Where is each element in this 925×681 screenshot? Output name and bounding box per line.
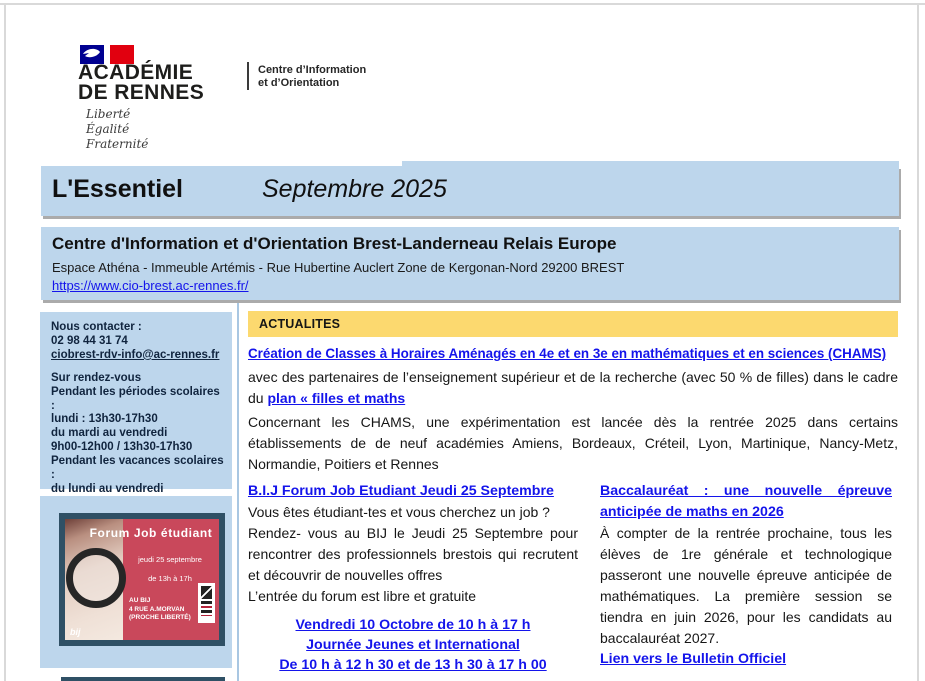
academy-name xyxy=(78,63,204,103)
contact-hours-line: du mardi au vendredi xyxy=(51,427,168,440)
chams-intro-text: avec des partenaires de l’enseignement supérieur et de la recherche (avec 50 % de filles) dans le cadre du xyxy=(248,369,898,406)
contact-hours-line: du lundi au vendredi xyxy=(51,482,164,495)
contact-hours-line: Pendant les vacances scolaires : xyxy=(51,455,224,482)
org-address: Espace Athéna - Immeuble Artémis - Rue Hubertine Auclert Zone de Kergonan-Nord 29200 BREST xyxy=(52,260,625,275)
poster-time: de 13h à 17h xyxy=(148,574,192,583)
poster-address xyxy=(129,597,199,623)
motto-egalite: Égalité xyxy=(86,122,130,136)
poster-date: jeudi 25 septembre xyxy=(138,555,202,564)
org-website-link[interactable]: https://www.cio-brest.ac-rennes.fr/ xyxy=(52,278,249,293)
contact-heading: Nous contacter : xyxy=(51,321,142,333)
service-name-line2: et d’Orientation xyxy=(258,77,340,89)
contact-hours-line: lundi : 13h30-17h30 xyxy=(51,413,158,426)
academy-name-line1: ACADÉMIE xyxy=(78,61,194,84)
poster-address-line1: AU BIJ xyxy=(129,597,151,604)
event-links xyxy=(248,615,578,675)
article-bij xyxy=(248,481,578,675)
page-border-right xyxy=(917,3,919,681)
org-name: Centre d'Information et d'Orientation Brest-Landerneau Relais Europe xyxy=(52,234,617,253)
chams-paragraph-2: Concernant les CHAMS, une expérimentation est lancée dès la rentrée 2025 dans certains établissements de de neuf académies Amiens, Bordeaux, Créteil, Lyon, Martinique, Nancy-Metz, Normandie, Poitiers et Rennes xyxy=(248,414,898,472)
newsletter-title: L'Essentiel xyxy=(52,175,183,203)
forum-poster-image xyxy=(59,513,225,646)
page-border-top xyxy=(0,3,925,5)
poster-address-line3: (PROCHE LIBERTÉ) xyxy=(129,614,191,621)
contact-hours-line: Sur rendez-vous xyxy=(51,371,142,384)
contact-phone: 02 98 44 31 74 xyxy=(51,334,128,347)
filles-maths-link[interactable]: plan « filles et maths xyxy=(267,390,406,406)
partner-logos xyxy=(198,583,215,623)
motto-fraternite: Fraternité xyxy=(86,137,149,151)
chams-paragraph xyxy=(248,367,898,409)
contact-email-link[interactable]: ciobrest-rdv-info@ac-rennes.fr xyxy=(51,348,220,361)
bij-line3: L’entrée du forum est libre et gratuite xyxy=(248,588,477,604)
bulletin-officiel-link[interactable]: Lien vers le Bulletin Officiel xyxy=(600,651,787,667)
masthead-band xyxy=(41,166,899,216)
org-banner xyxy=(41,227,899,300)
magnifying-glass-graphic xyxy=(66,548,126,608)
contact-spacer xyxy=(51,363,226,372)
bac-headline-link[interactable]: Baccalauréat : une nouvelle épreuve anticipée de maths en 2026 xyxy=(600,483,892,520)
bij-line2: Rendez- vous au BIJ le Jeudi 25 Septembre pour rencontrer des professionnels brestois qui recrutent et découvrir de nouvelles offres xyxy=(248,525,578,583)
chams-headline-link[interactable]: Création de Classes à Horaires Aménagés en 4e et en 3e en mathématiques et en sciences (CHAMS) xyxy=(248,346,887,361)
academy-name-line2: DE RENNES xyxy=(78,81,205,104)
service-name-line1: Centre d’Information xyxy=(258,64,367,76)
poster-title: Forum Job étudiant xyxy=(89,526,213,540)
bij-logo: bij xyxy=(70,627,81,637)
article-bac xyxy=(600,481,892,670)
issue-date: Septembre 2025 xyxy=(262,175,447,203)
contact-hours-line: Pendant les périodes scolaires : xyxy=(51,385,220,412)
next-image-top-edge xyxy=(61,677,225,681)
event-link-date[interactable]: Vendredi 10 Octobre de 10 h à 17 h xyxy=(295,617,531,633)
contact-hours-line: 9h00-12h00 / 13h30-17h30 xyxy=(51,441,193,454)
section-label: ACTUALITES xyxy=(259,317,341,331)
event-link-title[interactable]: Journée Jeunes et International xyxy=(306,637,520,653)
sidebar-divider xyxy=(237,303,239,681)
contact-box xyxy=(40,312,232,495)
bij-line1: Vous êtes étudiant-tes et vous cherchez un job ? xyxy=(248,504,550,520)
academy-motto xyxy=(86,107,148,152)
motto-liberte: Liberté xyxy=(86,107,131,121)
partner-logo-top xyxy=(201,586,212,599)
poster-address-line2: 4 RUE A.MORVAN xyxy=(129,605,185,613)
logo-divider xyxy=(247,62,249,90)
article-chams xyxy=(248,344,898,475)
actualites-banner xyxy=(248,311,898,337)
partner-logo-bottom xyxy=(201,601,212,616)
event-link-hours[interactable]: De 10 h à 12 h 30 et de 13 h 30 à 17 h 00 xyxy=(279,657,547,673)
bac-paragraph: À compter de la rentrée prochaine, tous les élèves de 1re générale et technologique passeront une nouvelle épreuve anticipée de mathématiques. La première session se tiendra en juin 2026, pour les candidats au baccalauréat 2027. xyxy=(600,525,892,646)
bij-headline-link[interactable]: B.I.J Forum Job Etudiant Jeudi 25 Septembre xyxy=(248,483,554,499)
page-border-left xyxy=(4,3,6,681)
service-name xyxy=(258,64,366,90)
